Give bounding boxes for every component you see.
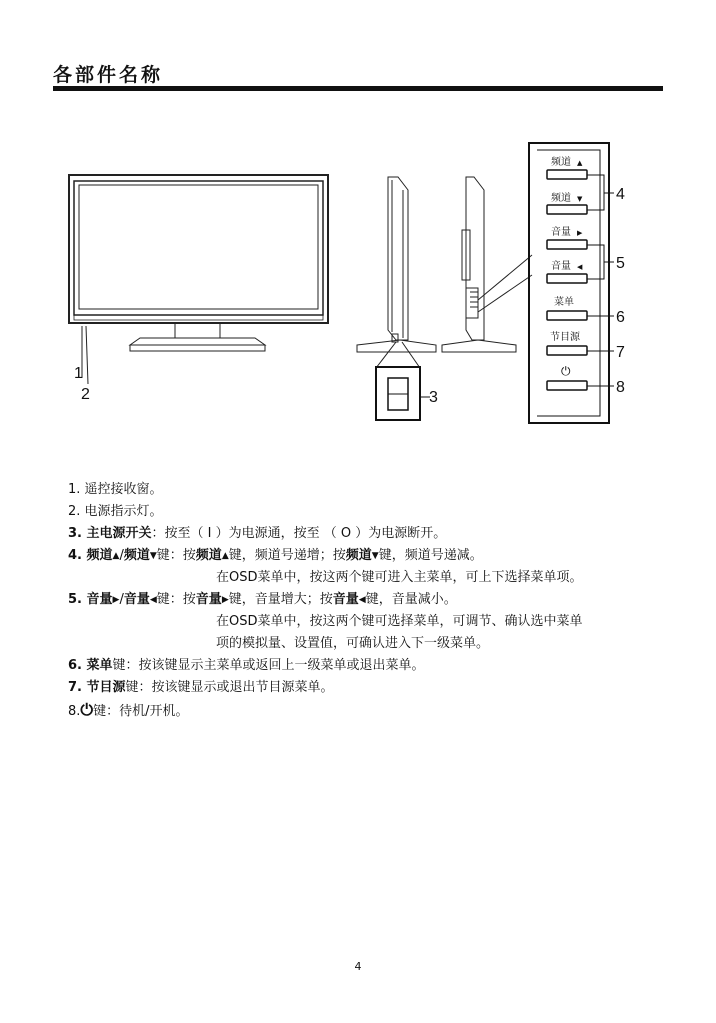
item-5-bold-b: 音量 [332,592,359,607]
item-8-desc: 键：待机/开机。 [93,704,189,719]
label-5: 5 [616,255,625,272]
channel-down-button[interactable] [547,191,587,214]
up-arrow-icon: ▲ [221,551,229,561]
item-4-bold-b: 频道 [345,548,372,563]
item-5-name-b: 音量 [123,592,150,607]
channel-down-label: 频道 [551,193,571,204]
volume-down-button[interactable] [547,259,587,283]
up-arrow-icon: ▲ [112,551,120,561]
tv-side-view [357,177,436,368]
item-8-name: 8. [68,704,81,719]
item-6-name: 6. 菜单 [68,658,113,673]
menu-button[interactable] [547,295,587,320]
item-3 [68,523,668,545]
item-6 [68,655,668,677]
item-4-line-2: 在OSD菜单中，按这两个键可进入主菜单，可上下选择菜单项。 [216,570,583,585]
item-5-line-2: 在OSD菜单中，按这两个键可选择菜单，可调节、确认选中菜单 [216,614,583,629]
item-5-line-3: 项的模拟量、设置值，可确认进入下一级菜单。 [216,636,490,651]
left-arrow-icon: ◀ [358,595,366,605]
item-5 [68,589,668,611]
label-8: 8 [616,379,625,396]
panel-buttons [547,155,587,390]
item-5-desc-b: 键，音量增大；按 [228,592,333,607]
power-icon: ⏻ [80,700,94,719]
source-button[interactable] [547,330,587,355]
item-2: 2. 电源指示灯。 [68,504,163,519]
volume-up-label: 音量 [551,227,571,238]
item-4 [68,545,668,567]
down-arrow-icon: ▼ [577,195,583,203]
power-switch-zoom [376,367,430,420]
down-arrow-icon: ▼ [149,551,157,561]
right-arrow-icon: ▶ [221,595,229,605]
channel-up-button[interactable] [547,155,587,179]
right-arrow-icon: ▶ [577,229,583,237]
label-6: 6 [616,309,625,326]
volume-down-label: 音量 [551,261,571,272]
right-arrow-icon: ▶ [112,595,120,605]
item-7-desc: 键：按该键显示或退出节目源菜单。 [125,680,334,695]
up-arrow-icon: ▲ [577,159,583,167]
label-4: 4 [616,186,625,203]
page-number: 4 [354,960,362,973]
item-4-sep: / [119,548,124,563]
item-4-bold-a: 频道 [195,548,222,563]
item-4-name-b: 频道 [123,548,150,563]
item-4-name-a: 4. 频道 [68,548,113,563]
tv-back-side-view [442,177,532,352]
menu-label: 菜单 [554,297,574,308]
item-5-desc-c: 键，音量减小。 [365,592,457,607]
label-1: 1 [74,365,83,382]
left-arrow-icon: ◀ [577,263,583,271]
item-6-desc: 键：按该键显示主菜单或返回上一级菜单或退出菜单。 [112,658,425,673]
item-5-key: 键： [156,592,183,607]
item-7 [68,677,668,699]
channel-up-label: 频道 [551,157,571,168]
page-title: 各部件名称 [53,64,164,86]
item-4-key: 键： [156,548,183,563]
power-icon: ⏻ [561,364,571,378]
item-4-desc-b: 键，频道号递增；按 [228,548,346,563]
item-7-name: 7. 节目源 [68,680,126,695]
source-label: 节目源 [550,332,580,343]
label-3: 3 [429,389,438,406]
item-3-name: 3. 主电源开关 [68,526,152,541]
item-4-desc-c: 键，频道号递减。 [378,548,483,563]
item-5-bold-a: 音量 [195,592,222,607]
volume-up-button[interactable] [547,225,587,249]
down-arrow-icon: ▼ [371,551,379,561]
parts-diagram [0,0,716,440]
item-5-sep: / [119,592,124,607]
parts-description [68,479,668,723]
item-8 [68,699,668,723]
left-arrow-icon: ◀ [149,595,157,605]
item-5-desc-a: 按 [182,592,196,607]
tv-front-view [69,175,328,384]
item-4-desc-a: 按 [182,548,196,563]
power-button[interactable] [547,364,587,390]
item-5-name-a: 5. 音量 [68,592,113,607]
label-2: 2 [81,386,90,403]
item-1: 1. 遥控接收窗。 [68,482,163,497]
item-3-desc: ：按至（ I ）为电源通，按至 （ O ）为电源断开。 [151,526,447,541]
label-7: 7 [616,344,625,361]
